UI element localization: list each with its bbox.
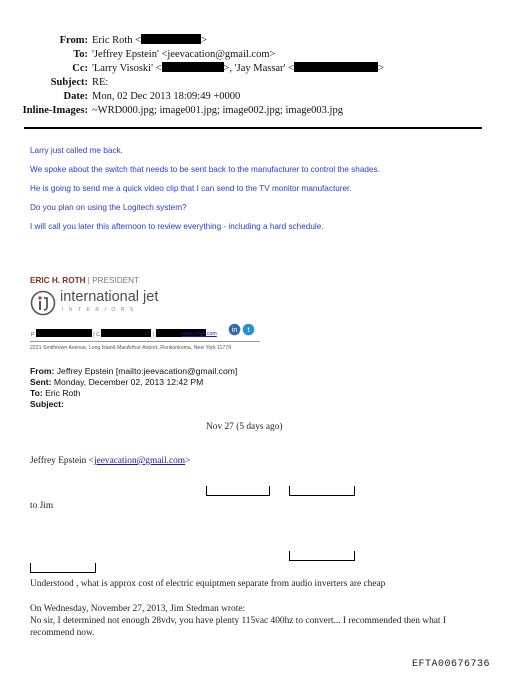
cc-value-1: 'Larry Visoski' <	[92, 63, 162, 74]
from-label: From:	[59, 35, 88, 46]
subject-value: RE:	[92, 77, 109, 88]
thread-sender	[30, 455, 190, 467]
fwd-sent-row	[30, 377, 237, 388]
fwd-from-row	[30, 366, 237, 377]
fwd-to-label: To:	[30, 388, 43, 398]
company-address: 2221 Smithtown Avenue, Long Island MacArthur Airport, Ronkonkoma, New York 11779	[30, 345, 232, 351]
company-logo	[30, 290, 56, 321]
signature-contact-row: P | C |	[31, 329, 261, 338]
cc-value-2: >, 'Jay Massar' <	[223, 63, 294, 74]
thread-date: Nov 27 (5 days ago)	[206, 422, 283, 432]
signature-separator: |	[87, 276, 90, 285]
fwd-to-row	[30, 388, 237, 399]
phone-p-label: P	[31, 332, 35, 338]
header-divider	[24, 127, 482, 129]
cc-value-3: >	[378, 63, 384, 74]
cc-row	[0, 62, 384, 76]
subject-row	[0, 76, 384, 90]
email-header	[0, 34, 384, 118]
from-row	[0, 34, 384, 48]
message-line-3: He is going to send me a quick video clip that I can send to the TV monitor manufacturer.	[30, 184, 352, 193]
thread-sender-tail: >	[185, 456, 191, 466]
cc-label: Cc:	[72, 63, 88, 74]
date-label: Date:	[63, 91, 88, 102]
signature-name: ERIC H. ROTH	[30, 276, 86, 285]
inline-images-row	[0, 104, 384, 118]
quote-line-2: recommend now.	[30, 628, 95, 638]
image-placeholder	[289, 551, 355, 561]
image-placeholder	[206, 486, 270, 496]
fwd-sent-value: Monday, December 02, 2013 12:42 PM	[53, 377, 204, 387]
from-value: Eric Roth <	[92, 35, 142, 46]
thread-sender-email[interactable]: jeevacation@gmail.com	[93, 456, 186, 466]
to-value: 'Jeffrey Epstein' <jeevacation@gmail.com>	[92, 49, 276, 60]
social-media-icon[interactable]	[228, 323, 256, 336]
inline-images-value: ~WRD000.jpg; image001.jpg; image002.jpg; image003.jpg	[92, 105, 343, 116]
date-value: Mon, 02 Dec 2013 18:09:49 +0000	[92, 91, 241, 102]
forwarded-header	[30, 366, 237, 410]
thread-to: to Jim	[30, 501, 54, 511]
quote-intro: On Wednesday, November 27, 2013, Jim Stedman wrote:	[30, 604, 246, 614]
subject-label: Subject:	[50, 77, 88, 88]
fwd-subject-label: Subject:	[30, 399, 64, 409]
ij-logo-icon	[30, 290, 56, 316]
quote-line-1: No sir, I determined not enough 28vdv, you have plenty 115vac 400hz to convert... I recommended then what I	[30, 616, 446, 626]
fwd-from-label: From:	[30, 366, 55, 376]
date-row	[0, 90, 384, 104]
thread-sender-name: Jeffrey Epstein <	[30, 456, 94, 466]
document-id: EFTA00676736	[412, 659, 491, 670]
message-line-1: Larry just called me back.	[30, 146, 123, 155]
social-icons	[228, 323, 256, 341]
website-link[interactable]: www.intljet.com	[181, 331, 217, 337]
to-label: To:	[73, 49, 88, 60]
message-line-4: Do you plan on using the Logitech system?	[30, 203, 187, 212]
redaction-block	[162, 62, 224, 72]
company-subtitle: INTERIORS	[62, 307, 139, 313]
redaction-block	[141, 34, 201, 44]
redaction-block	[294, 62, 378, 72]
fwd-from-value: Jeffrey Epstein [mailto:jeevacation@gmail.com]	[56, 366, 238, 376]
image-placeholder	[289, 486, 355, 496]
svg-text:t: t	[247, 327, 250, 334]
inline-images-label: Inline-Images:	[22, 105, 88, 116]
to-row	[0, 48, 384, 62]
message-line-5: I will call you later this afternoon to review everything - including a hard schedule.	[30, 222, 324, 231]
redaction-block	[36, 329, 92, 337]
redaction-block	[101, 329, 151, 337]
thread-reply: Understood , what is approx cost of electric equiptmen separate from audio inverters are cheap	[30, 579, 386, 589]
signature-divider	[30, 341, 260, 342]
from-tail: >	[201, 35, 208, 46]
phone-c-label: | C	[93, 332, 100, 338]
image-placeholder	[30, 563, 96, 573]
signature-name-line	[30, 276, 139, 285]
svg-text:in: in	[231, 327, 238, 334]
fwd-to-value: Eric Roth	[45, 388, 81, 398]
message-line-2: We spoke about the switch that needs to be sent back to the manufacturer to control the shades.	[30, 165, 380, 174]
company-name: international jet	[60, 289, 159, 305]
fwd-subject-row	[30, 399, 237, 410]
signature-role: PRESIDENT	[92, 276, 140, 285]
fwd-sent-label: Sent:	[30, 377, 52, 387]
